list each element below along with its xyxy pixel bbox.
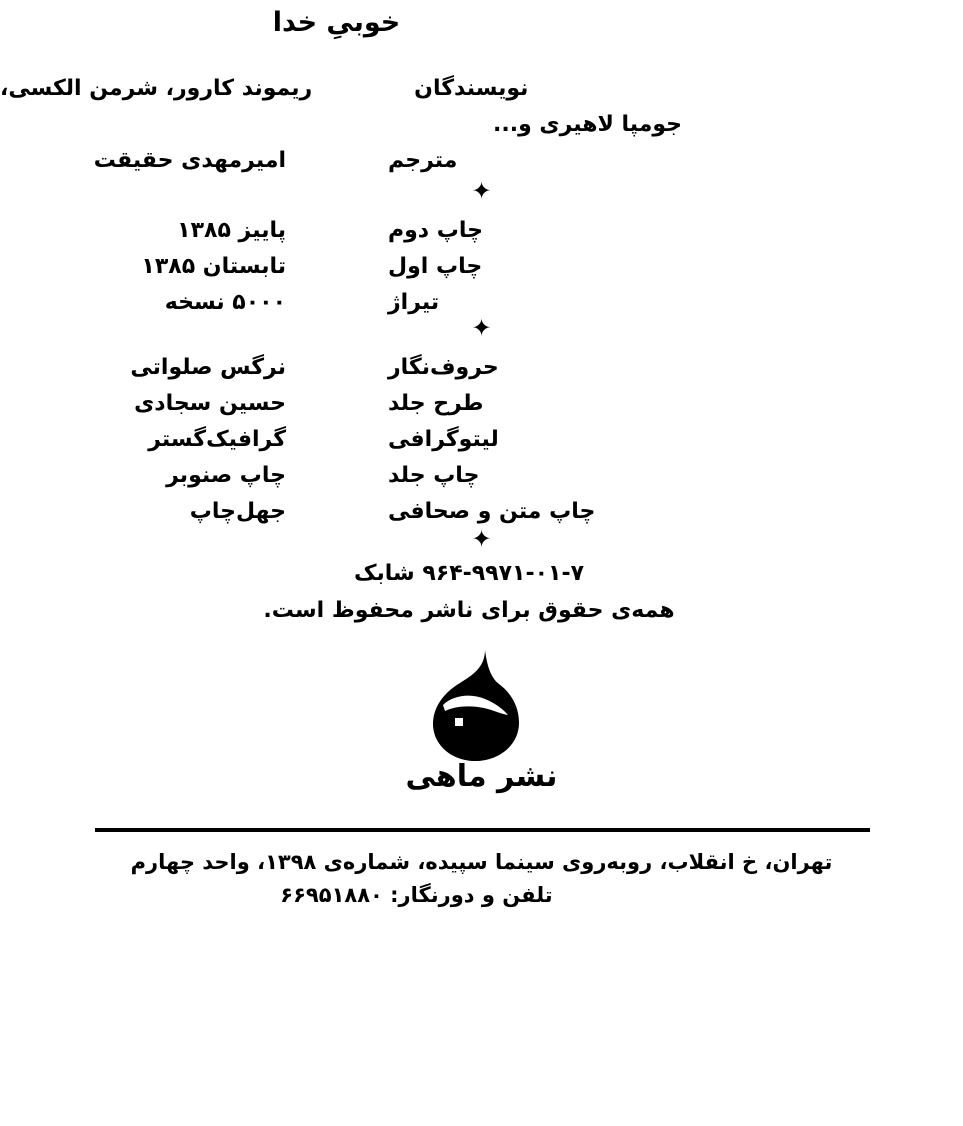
credit-value-text-printing-binding: جهل‌چاپ — [189, 499, 286, 524]
credit-label-text-printing-binding: چاپ متن و صحافی — [388, 499, 596, 524]
credit-row-print-first — [0, 254, 963, 290]
credit-label-print-run: تیراژ — [388, 290, 440, 315]
fish-logo-icon — [427, 648, 537, 763]
isbn-label: شابک — [353, 561, 415, 586]
credit-row-authors-continued — [0, 112, 963, 148]
diamond-ornament-icon: ✦ — [471, 525, 492, 553]
credit-row-authors — [0, 76, 963, 112]
production-credit-block — [0, 355, 963, 535]
publisher-name: نشر ماهی — [405, 759, 558, 794]
credit-row-cover-design — [0, 391, 963, 427]
credit-value-print-second: پاییز ۱۳۸۵ — [177, 218, 286, 243]
page-title: خوبیِ خدا — [272, 7, 401, 38]
printing-credit-block — [0, 218, 963, 326]
credit-label-authors: نویسندگان — [414, 76, 529, 101]
credit-value-print-first: تابستان ۱۳۸۵ — [141, 254, 286, 279]
credit-row-typesetter — [0, 355, 963, 391]
credit-label-lithography: لیتوگرافی — [388, 427, 499, 452]
credit-value-translator: امیرمهدی حقیقت — [93, 148, 286, 173]
credit-value-print-run: ۵۰۰۰ نسخه — [164, 290, 286, 315]
isbn-line — [0, 561, 963, 586]
credit-label-translator: مترجم — [388, 148, 458, 173]
address-line-phone: تلفن و دورنگار: ۶۶۹۵۱۸۸۰ — [280, 882, 553, 907]
publisher-block — [0, 648, 963, 794]
credit-row-cover-printing — [0, 463, 963, 499]
credit-label-cover-printing: چاپ جلد — [388, 463, 480, 488]
diamond-ornament-icon: ✦ — [471, 314, 492, 342]
address-line-street: تهران، خ انقلاب، روبه‌روی سینما سپیده، شماره‌ی ۱۳۹۸، واحد چهارم — [130, 850, 833, 874]
credit-label-print-second: چاپ دوم — [388, 218, 483, 243]
authors-credit-block — [0, 76, 963, 184]
credit-label-cover-design: طرح جلد — [388, 391, 484, 416]
credit-row-print-second — [0, 218, 963, 254]
credit-value-cover-printing: چاپ صنوبر — [166, 463, 286, 488]
credit-row-lithography — [0, 427, 963, 463]
copyright-notice: همه‌ی حقوق برای ناشر محفوظ است. — [263, 598, 675, 623]
diamond-ornament-icon: ✦ — [471, 177, 492, 205]
credit-value-typesetter: نرگس صلواتی — [130, 355, 286, 380]
horizontal-divider — [95, 828, 870, 832]
credit-label-print-first: چاپ اول — [388, 254, 483, 279]
credit-value-lithography: گرافیک‌گستر — [148, 427, 286, 452]
credit-value-authors-line1: ریموند کارور، شرمن الکسی، — [0, 76, 313, 101]
credit-label-typesetter: حروف‌نگار — [388, 355, 499, 380]
credit-value-cover-design: حسین سجادی — [134, 391, 286, 416]
credit-value-authors-line2: جومپا لاهیری و... — [493, 112, 683, 137]
publisher-address — [0, 846, 963, 911]
isbn-number: ۹۶۴-۹۹۷۱-۰۱-۷ — [422, 561, 585, 586]
